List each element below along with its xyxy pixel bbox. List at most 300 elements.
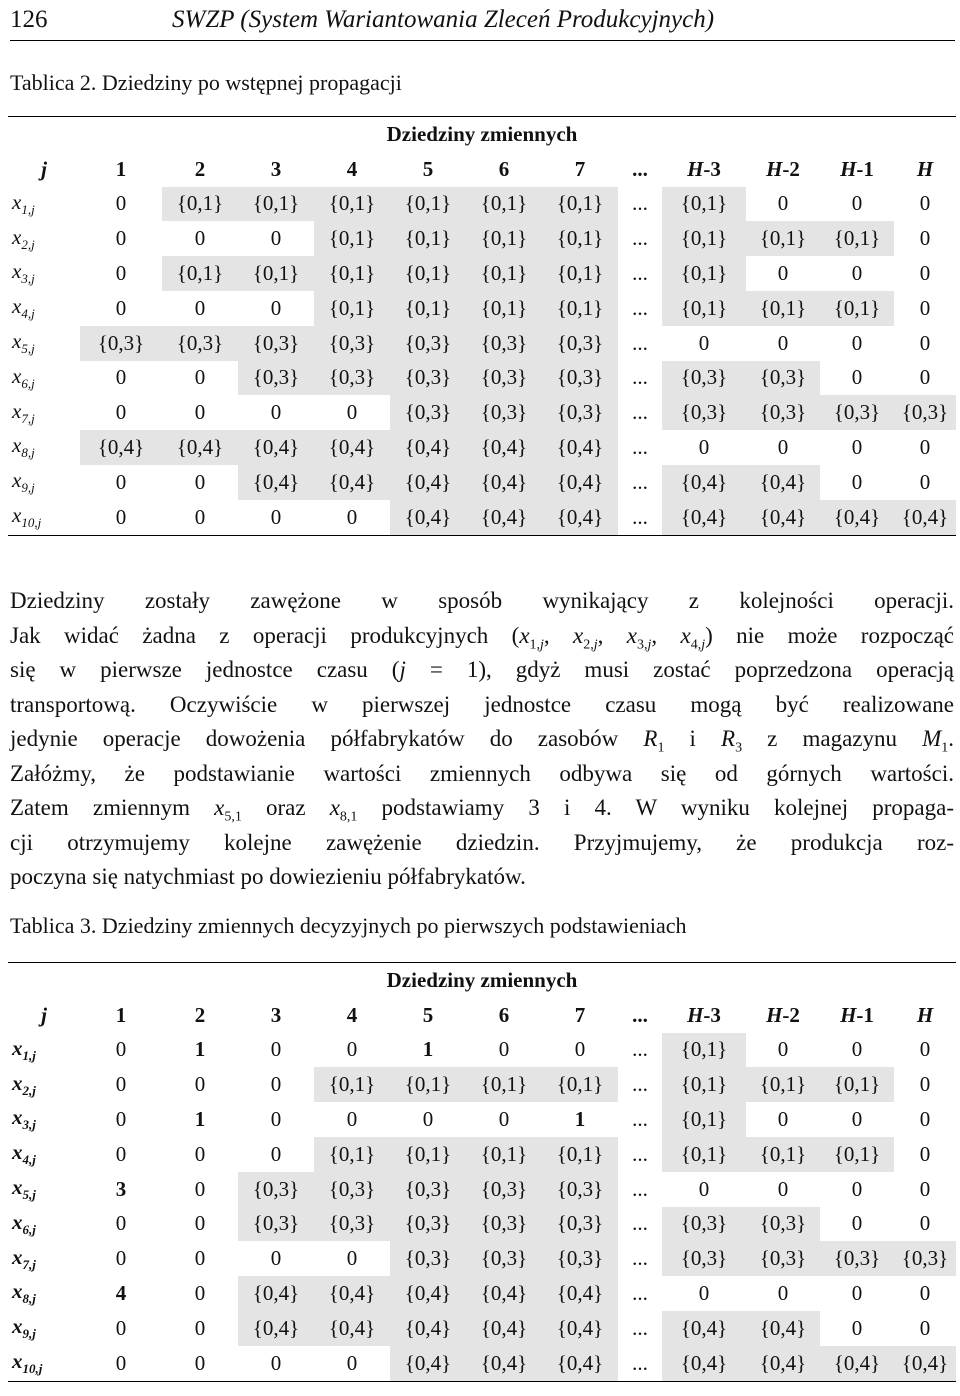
table-cell: 0: [777, 191, 789, 216]
table-cell: 0: [777, 1176, 789, 1201]
table-cell: 0: [919, 1211, 931, 1236]
table-cell: 0: [919, 330, 931, 355]
table-cell: {0,3}: [662, 361, 746, 396]
row-label: $x_{4,j}$: [12, 1140, 36, 1168]
row-label: $x_{4,j}$: [12, 294, 35, 322]
table-cell: ...: [618, 1346, 662, 1381]
table-cell: {0,1}: [162, 256, 238, 291]
row-label: $x_{6,j}$: [12, 363, 35, 392]
column-header: H-1: [840, 156, 874, 181]
column-header: H-2: [766, 1002, 800, 1027]
table-cell: {0,1}: [746, 221, 820, 256]
table-cell: 0: [80, 500, 162, 535]
table-cell: ...: [632, 1246, 648, 1271]
table-cell: ...: [632, 469, 648, 494]
table-cell: {0,1}: [662, 291, 746, 326]
table-cell: 0: [115, 1037, 127, 1062]
table-cell: {0,3}: [390, 1172, 466, 1207]
table-cell: {0,1}: [466, 221, 542, 256]
table-cell: 0: [346, 1037, 358, 1062]
column-header: 6: [498, 1002, 510, 1027]
table-cell: 0: [777, 435, 789, 460]
table-cell: 0: [115, 1315, 127, 1340]
table-row: [8, 1033, 956, 1068]
table-cell: 0: [851, 1037, 863, 1062]
table-cell: {0,4}: [390, 500, 466, 535]
table-cell: {0,1}: [390, 221, 466, 256]
table-cell: {0,3}: [390, 326, 466, 361]
table-cell: {0,1}: [662, 1102, 746, 1137]
table-cell: {0,1}: [820, 291, 894, 326]
table-cell: {0,3}: [746, 1241, 820, 1276]
column-header: H: [916, 156, 934, 181]
row-label: $x_{7,j}$: [12, 398, 35, 426]
table-cell: {0,4}: [162, 430, 238, 465]
table-2: [8, 116, 956, 536]
table-cell: 4: [115, 1281, 127, 1306]
table-cell: {0,3}: [542, 1172, 618, 1207]
table-cell: 0: [851, 469, 863, 494]
table-cell: 0: [115, 1246, 127, 1271]
column-header: 1: [115, 1002, 127, 1027]
table-cell: {0,3}: [390, 1241, 466, 1276]
table-cell: {0,1}: [390, 256, 466, 291]
table-cell: 0: [919, 365, 931, 390]
table-cell: 0: [115, 400, 127, 425]
row-label: $x_{10,j}$: [8, 1346, 80, 1381]
table-row: [8, 1067, 956, 1102]
table-cell: {0,4}: [662, 465, 746, 500]
table-cell: 1: [422, 1037, 434, 1062]
table-cell: {0,3}: [746, 1207, 820, 1242]
table-cell: {0,4}: [894, 1346, 956, 1381]
table-row: [8, 1311, 956, 1346]
column-header: 4: [346, 156, 358, 181]
table-cell: {0,3}: [314, 361, 390, 396]
row-label: $x_{1,j}$: [12, 189, 35, 218]
column-header: 1: [115, 156, 127, 181]
row-label: $x_{3,j}$: [12, 259, 35, 287]
table-cell: 0: [270, 1246, 282, 1271]
paragraph-line: Załóżmy, że podstawianie wartości zmiennych odbywa się od górnych wartości.: [10, 760, 954, 786]
table-cell: {0,3}: [390, 361, 466, 396]
table-cell: 0: [194, 1211, 206, 1236]
table-cell: {0,3}: [820, 395, 894, 430]
table-cell: {0,3}: [542, 361, 618, 396]
table-cell: {0,1}: [746, 1137, 820, 1172]
table-cell: 0: [194, 1141, 206, 1166]
table-cell: {0,3}: [466, 1241, 542, 1276]
table-cell: {0,3}: [542, 1241, 618, 1276]
table-cell: 0: [851, 1211, 863, 1236]
table-cell: {0,3}: [662, 1241, 746, 1276]
table-cell: 0: [919, 1072, 931, 1097]
table-cell: {0,1}: [820, 1067, 894, 1102]
column-header: 7: [574, 156, 586, 181]
table-cell: 0: [498, 1037, 510, 1062]
table-cell: {0,3}: [314, 326, 390, 361]
table-cell: 0: [270, 1141, 282, 1166]
table-cell: {0,1}: [662, 221, 746, 256]
table-cell: {0,1}: [542, 1067, 618, 1102]
table-cell: 0: [851, 365, 863, 390]
table-row: [8, 1346, 956, 1381]
table-row: [8, 361, 956, 396]
table-cell: ...: [632, 1281, 648, 1306]
table-cell: 0: [919, 1281, 931, 1306]
paragraph-line: Dziedziny zostały zawężone w sposób wynikający z kolejności operacji.: [10, 588, 954, 613]
table-cell: {0,3}: [238, 361, 314, 396]
table-cell: {0,1}: [542, 291, 618, 326]
table-cell: {0,1}: [662, 256, 746, 291]
table-cell: 0: [919, 191, 931, 216]
table-cell: 0: [346, 1107, 358, 1132]
table-cell: {0,4}: [466, 430, 542, 465]
table-cell: 0: [270, 295, 282, 320]
table-cell: 0: [194, 469, 206, 494]
table-cell: {0,3}: [466, 326, 542, 361]
paragraph-line: poczyna się natychmiast po dowiezieniu półfabrykatów.: [10, 864, 526, 889]
table-cell: 0: [314, 1346, 390, 1381]
table-cell: {0,1}: [314, 187, 390, 222]
table-cell: {0,4}: [314, 430, 390, 465]
table-cell: 0: [777, 1281, 789, 1306]
table-cell: {0,4}: [238, 465, 314, 500]
paragraph-line: się w pierwsze jednostce czasu (j = 1), gdyż musi zostać poprzedzona operacją: [10, 657, 954, 682]
table-cell: {0,1}: [466, 1067, 542, 1102]
column-header: H-3: [687, 156, 721, 181]
table-cell: {0,4}: [466, 1346, 542, 1381]
column-header: 6: [498, 156, 510, 181]
table-cell: {0,4}: [390, 430, 466, 465]
table-cell: ...: [632, 1072, 648, 1097]
table-cell: ...: [632, 1176, 648, 1201]
table-cell: {0,3}: [466, 395, 542, 430]
table-cell: ...: [632, 1211, 648, 1236]
table-cell: {0,3}: [662, 1207, 746, 1242]
table-cell: {0,4}: [662, 1311, 746, 1346]
table-row: [8, 256, 956, 291]
table-cell: 0: [314, 500, 390, 535]
column-header: j: [41, 1002, 47, 1027]
table-cell: {0,3}: [820, 1241, 894, 1276]
table-cell: {0,4}: [542, 1276, 618, 1311]
row-label: $x_{8,j}$: [12, 1279, 36, 1307]
row-label: $x_{10,j}$: [8, 500, 80, 535]
table-cell: 0: [919, 435, 931, 460]
table-cell: {0,4}: [466, 1311, 542, 1346]
row-label: $x_{8,j}$: [12, 433, 35, 461]
column-header: H-1: [840, 1002, 874, 1027]
table-cell: ...: [632, 435, 648, 460]
table-cell: {0,4}: [542, 1311, 618, 1346]
table-cell: {0,4}: [238, 1276, 314, 1311]
table-3: [8, 962, 956, 1382]
table-cell: {0,3}: [466, 361, 542, 396]
table-cell: 0: [346, 1246, 358, 1271]
table-cell: {0,4}: [466, 500, 542, 535]
table-cell: {0,3}: [314, 1207, 390, 1242]
table-cell: 1: [194, 1107, 206, 1132]
table-cell: {0,1}: [662, 187, 746, 222]
table-cell: {0,4}: [542, 500, 618, 535]
table-cell: 0: [115, 226, 127, 251]
column-header: j: [41, 156, 47, 181]
table-row: [8, 187, 956, 222]
row-label: $x_{5,j}$: [12, 1175, 36, 1203]
table-cell: {0,1}: [390, 187, 466, 222]
table-row: [8, 430, 956, 465]
table-cell: {0,4}: [662, 1346, 746, 1381]
table-cell: {0,1}: [662, 1137, 746, 1172]
table-cell: {0,1}: [390, 1137, 466, 1172]
column-header: 5: [422, 1002, 434, 1027]
table-cell: {0,4}: [542, 1346, 618, 1381]
table-cell: 0: [919, 295, 931, 320]
table-cell: {0,3}: [894, 395, 956, 430]
table-cell: {0,3}: [542, 1207, 618, 1242]
table-cell: {0,1}: [542, 1137, 618, 1172]
table-cell: 1: [194, 1037, 206, 1062]
table-cell: 0: [851, 1315, 863, 1340]
table-cell: 0: [115, 1107, 127, 1132]
table-row: [8, 465, 956, 500]
column-header: ...: [632, 156, 648, 181]
table-cell: ...: [632, 1315, 648, 1340]
column-header: H-2: [766, 156, 800, 181]
table-cell: {0,1}: [662, 1067, 746, 1102]
table-cell: {0,4}: [238, 430, 314, 465]
table-cell: 0: [346, 400, 358, 425]
table-cell: 0: [919, 261, 931, 286]
table-cell: {0,4}: [314, 1311, 390, 1346]
table-cell: 0: [115, 261, 127, 286]
table-cell: {0,1}: [542, 221, 618, 256]
running-title: SWZP (System Wariantowania Zleceń Produkcyjnych): [172, 6, 715, 33]
table-cell: 0: [194, 226, 206, 251]
paragraph-line: transportową. Oczywiście w pierwszej jednostce czasu mogą być realizowane: [10, 691, 954, 717]
table-cell: {0,1}: [466, 256, 542, 291]
group-header: Dziedziny zmiennych: [8, 117, 956, 152]
table-cell: 0: [238, 500, 314, 535]
table-cell: {0,4}: [820, 1346, 894, 1381]
table-cell: {0,1}: [390, 1067, 466, 1102]
table-cell: 0: [851, 261, 863, 286]
table-cell: ...: [632, 330, 648, 355]
table-cell: {0,3}: [746, 361, 820, 396]
table-cell: 0: [851, 191, 863, 216]
page-number: 126: [10, 6, 48, 33]
table-cell: 0: [698, 435, 710, 460]
table-cell: {0,3}: [542, 395, 618, 430]
body-paragraph: [10, 584, 954, 895]
table-cell: {0,1}: [466, 1137, 542, 1172]
table-cell: ...: [632, 226, 648, 251]
table-cell: {0,1}: [314, 1137, 390, 1172]
table-cell: ...: [632, 1141, 648, 1166]
row-label: $x_{3,j}$: [12, 1105, 36, 1133]
table-cell: ...: [632, 191, 648, 216]
table-cell: 0: [777, 1107, 789, 1132]
table-cell: 0: [919, 1315, 931, 1340]
table-cell: 0: [194, 1281, 206, 1306]
table-cell: 0: [270, 1107, 282, 1132]
page-header: [10, 0, 955, 41]
table-cell: 0: [115, 469, 127, 494]
table-row: [8, 1137, 956, 1172]
table-cell: 0: [238, 1346, 314, 1381]
table-cell: {0,4}: [894, 500, 956, 535]
table-row: [8, 500, 956, 535]
table-cell: 0: [194, 1072, 206, 1097]
group-header: Dziedziny zmiennych: [8, 963, 956, 998]
table-cell: 0: [194, 1246, 206, 1271]
table-cell: {0,1}: [542, 187, 618, 222]
table-cell: {0,4}: [542, 430, 618, 465]
table-cell: 0: [851, 1176, 863, 1201]
table-cell: {0,1}: [314, 256, 390, 291]
table-cell: {0,3}: [162, 326, 238, 361]
table-cell: ...: [632, 1107, 648, 1132]
column-header: 3: [270, 156, 282, 181]
table-cell: {0,1}: [542, 256, 618, 291]
table-cell: {0,3}: [390, 395, 466, 430]
table-cell: 0: [194, 1176, 206, 1201]
table-row: [8, 221, 956, 256]
table-cell: 0: [777, 1037, 789, 1062]
table-cell: 0: [777, 261, 789, 286]
table-cell: {0,3}: [314, 1172, 390, 1207]
table-cell: {0,4}: [662, 500, 746, 535]
table-row: [8, 1172, 956, 1207]
table-cell: 1: [574, 1107, 586, 1132]
table-cell: ...: [632, 261, 648, 286]
table-row: [8, 1276, 956, 1311]
table-cell: {0,3}: [662, 395, 746, 430]
table-cell: ...: [618, 500, 662, 535]
table-cell: {0,1}: [466, 187, 542, 222]
table-cell: {0,4}: [746, 465, 820, 500]
table-cell: {0,1}: [162, 187, 238, 222]
table-cell: 0: [270, 1037, 282, 1062]
table-row: [8, 291, 956, 326]
row-label: $x_{6,j}$: [12, 1209, 36, 1238]
table-cell: 0: [270, 226, 282, 251]
table-cell: {0,4}: [746, 1346, 820, 1381]
table-cell: {0,1}: [746, 1067, 820, 1102]
table-cell: {0,3}: [390, 1207, 466, 1242]
table-cell: {0,1}: [314, 291, 390, 326]
column-header: 5: [422, 156, 434, 181]
table-cell: ...: [632, 295, 648, 320]
table-cell: {0,4}: [80, 430, 162, 465]
table-row: [8, 326, 956, 361]
row-label: $x_{1,j}$: [12, 1035, 36, 1064]
table-cell: 0: [851, 435, 863, 460]
table-cell: ...: [632, 365, 648, 390]
table-cell: {0,4}: [390, 1346, 466, 1381]
table-cell: 0: [115, 1141, 127, 1166]
table-cell: {0,3}: [894, 1241, 956, 1276]
table-cell: 0: [270, 1072, 282, 1097]
column-header: H: [916, 1002, 934, 1027]
table-cell: 0: [422, 1107, 434, 1132]
table-cell: {0,4}: [746, 1311, 820, 1346]
table-cell: 0: [698, 1281, 710, 1306]
table-cell: {0,4}: [314, 465, 390, 500]
table-2-caption: Tablica 2. Dziedziny po wstępnej propagacji: [10, 70, 402, 95]
table-cell: 3: [115, 1176, 127, 1201]
table-cell: {0,1}: [466, 291, 542, 326]
table-cell: 0: [115, 191, 127, 216]
table-cell: 0: [194, 365, 206, 390]
row-label: $x_{9,j}$: [12, 468, 35, 496]
table-cell: {0,1}: [820, 1137, 894, 1172]
table-cell: 0: [162, 1346, 238, 1381]
table-cell: {0,1}: [238, 256, 314, 291]
table-cell: 0: [115, 365, 127, 390]
paragraph-line: Jak widać żadna z operacji produkcyjnych ($x_{1,j}$, $x_{2,j}$, $x_{3,j}$, $x_{4,j}$) nie może rozpocząć: [10, 622, 954, 653]
table-cell: 0: [851, 1281, 863, 1306]
table-cell: 0: [777, 330, 789, 355]
table-cell: {0,1}: [820, 221, 894, 256]
column-header: H-3: [687, 1002, 721, 1027]
table-cell: {0,3}: [238, 1207, 314, 1242]
table-cell: {0,4}: [466, 1276, 542, 1311]
table-cell: 0: [919, 469, 931, 494]
table-cell: {0,3}: [466, 1172, 542, 1207]
paragraph-line: cji otrzymujemy kolejne zawężenie dziedzin. Przyjmujemy, że produkcja roz-: [10, 829, 954, 855]
table-cell: {0,1}: [314, 221, 390, 256]
paragraph-line: jedynie operacje dowożenia półfabrykatów do zasobów $R_1$ i $R_3$ z magazynu $M_1$.: [10, 726, 955, 756]
column-header: ...: [632, 1002, 648, 1027]
column-header: 7: [574, 1002, 586, 1027]
paragraph-line: Zatem zmiennym $x_{5,1}$ oraz $x_{8,1}$ podstawiamy 3 i 4. W wyniku kolejnej propaga-: [10, 795, 954, 825]
table-cell: 0: [919, 1141, 931, 1166]
column-header: 3: [270, 1002, 282, 1027]
table-cell: {0,4}: [746, 500, 820, 535]
table-cell: {0,3}: [238, 1172, 314, 1207]
column-header: 4: [346, 1002, 358, 1027]
table-cell: {0,4}: [390, 1276, 466, 1311]
table-cell: {0,1}: [238, 187, 314, 222]
table-cell: {0,4}: [238, 1311, 314, 1346]
table-cell: 0: [162, 500, 238, 535]
table-cell: ...: [632, 400, 648, 425]
column-header: 2: [194, 1002, 206, 1027]
table-cell: {0,3}: [80, 326, 162, 361]
table-cell: 0: [698, 1176, 710, 1201]
row-label: $x_{2,j}$: [12, 224, 35, 252]
column-header: 2: [194, 156, 206, 181]
table-cell: {0,3}: [238, 326, 314, 361]
table-cell: 0: [270, 400, 282, 425]
table-cell: 0: [574, 1037, 586, 1062]
table-cell: {0,1}: [746, 291, 820, 326]
table-cell: {0,4}: [820, 500, 894, 535]
table-cell: 0: [115, 1211, 127, 1236]
table-cell: {0,3}: [466, 1207, 542, 1242]
table-row: [8, 1207, 956, 1242]
table-row: [8, 1241, 956, 1276]
table-cell: 0: [919, 1176, 931, 1201]
table-3-caption: Tablica 3. Dziedziny zmiennych decyzyjnych po pierwszych podstawieniach: [10, 913, 687, 938]
table-cell: {0,3}: [746, 395, 820, 430]
table-cell: 0: [194, 295, 206, 320]
table-cell: 0: [698, 330, 710, 355]
table-cell: {0,1}: [314, 1067, 390, 1102]
table-cell: ...: [632, 1037, 648, 1062]
